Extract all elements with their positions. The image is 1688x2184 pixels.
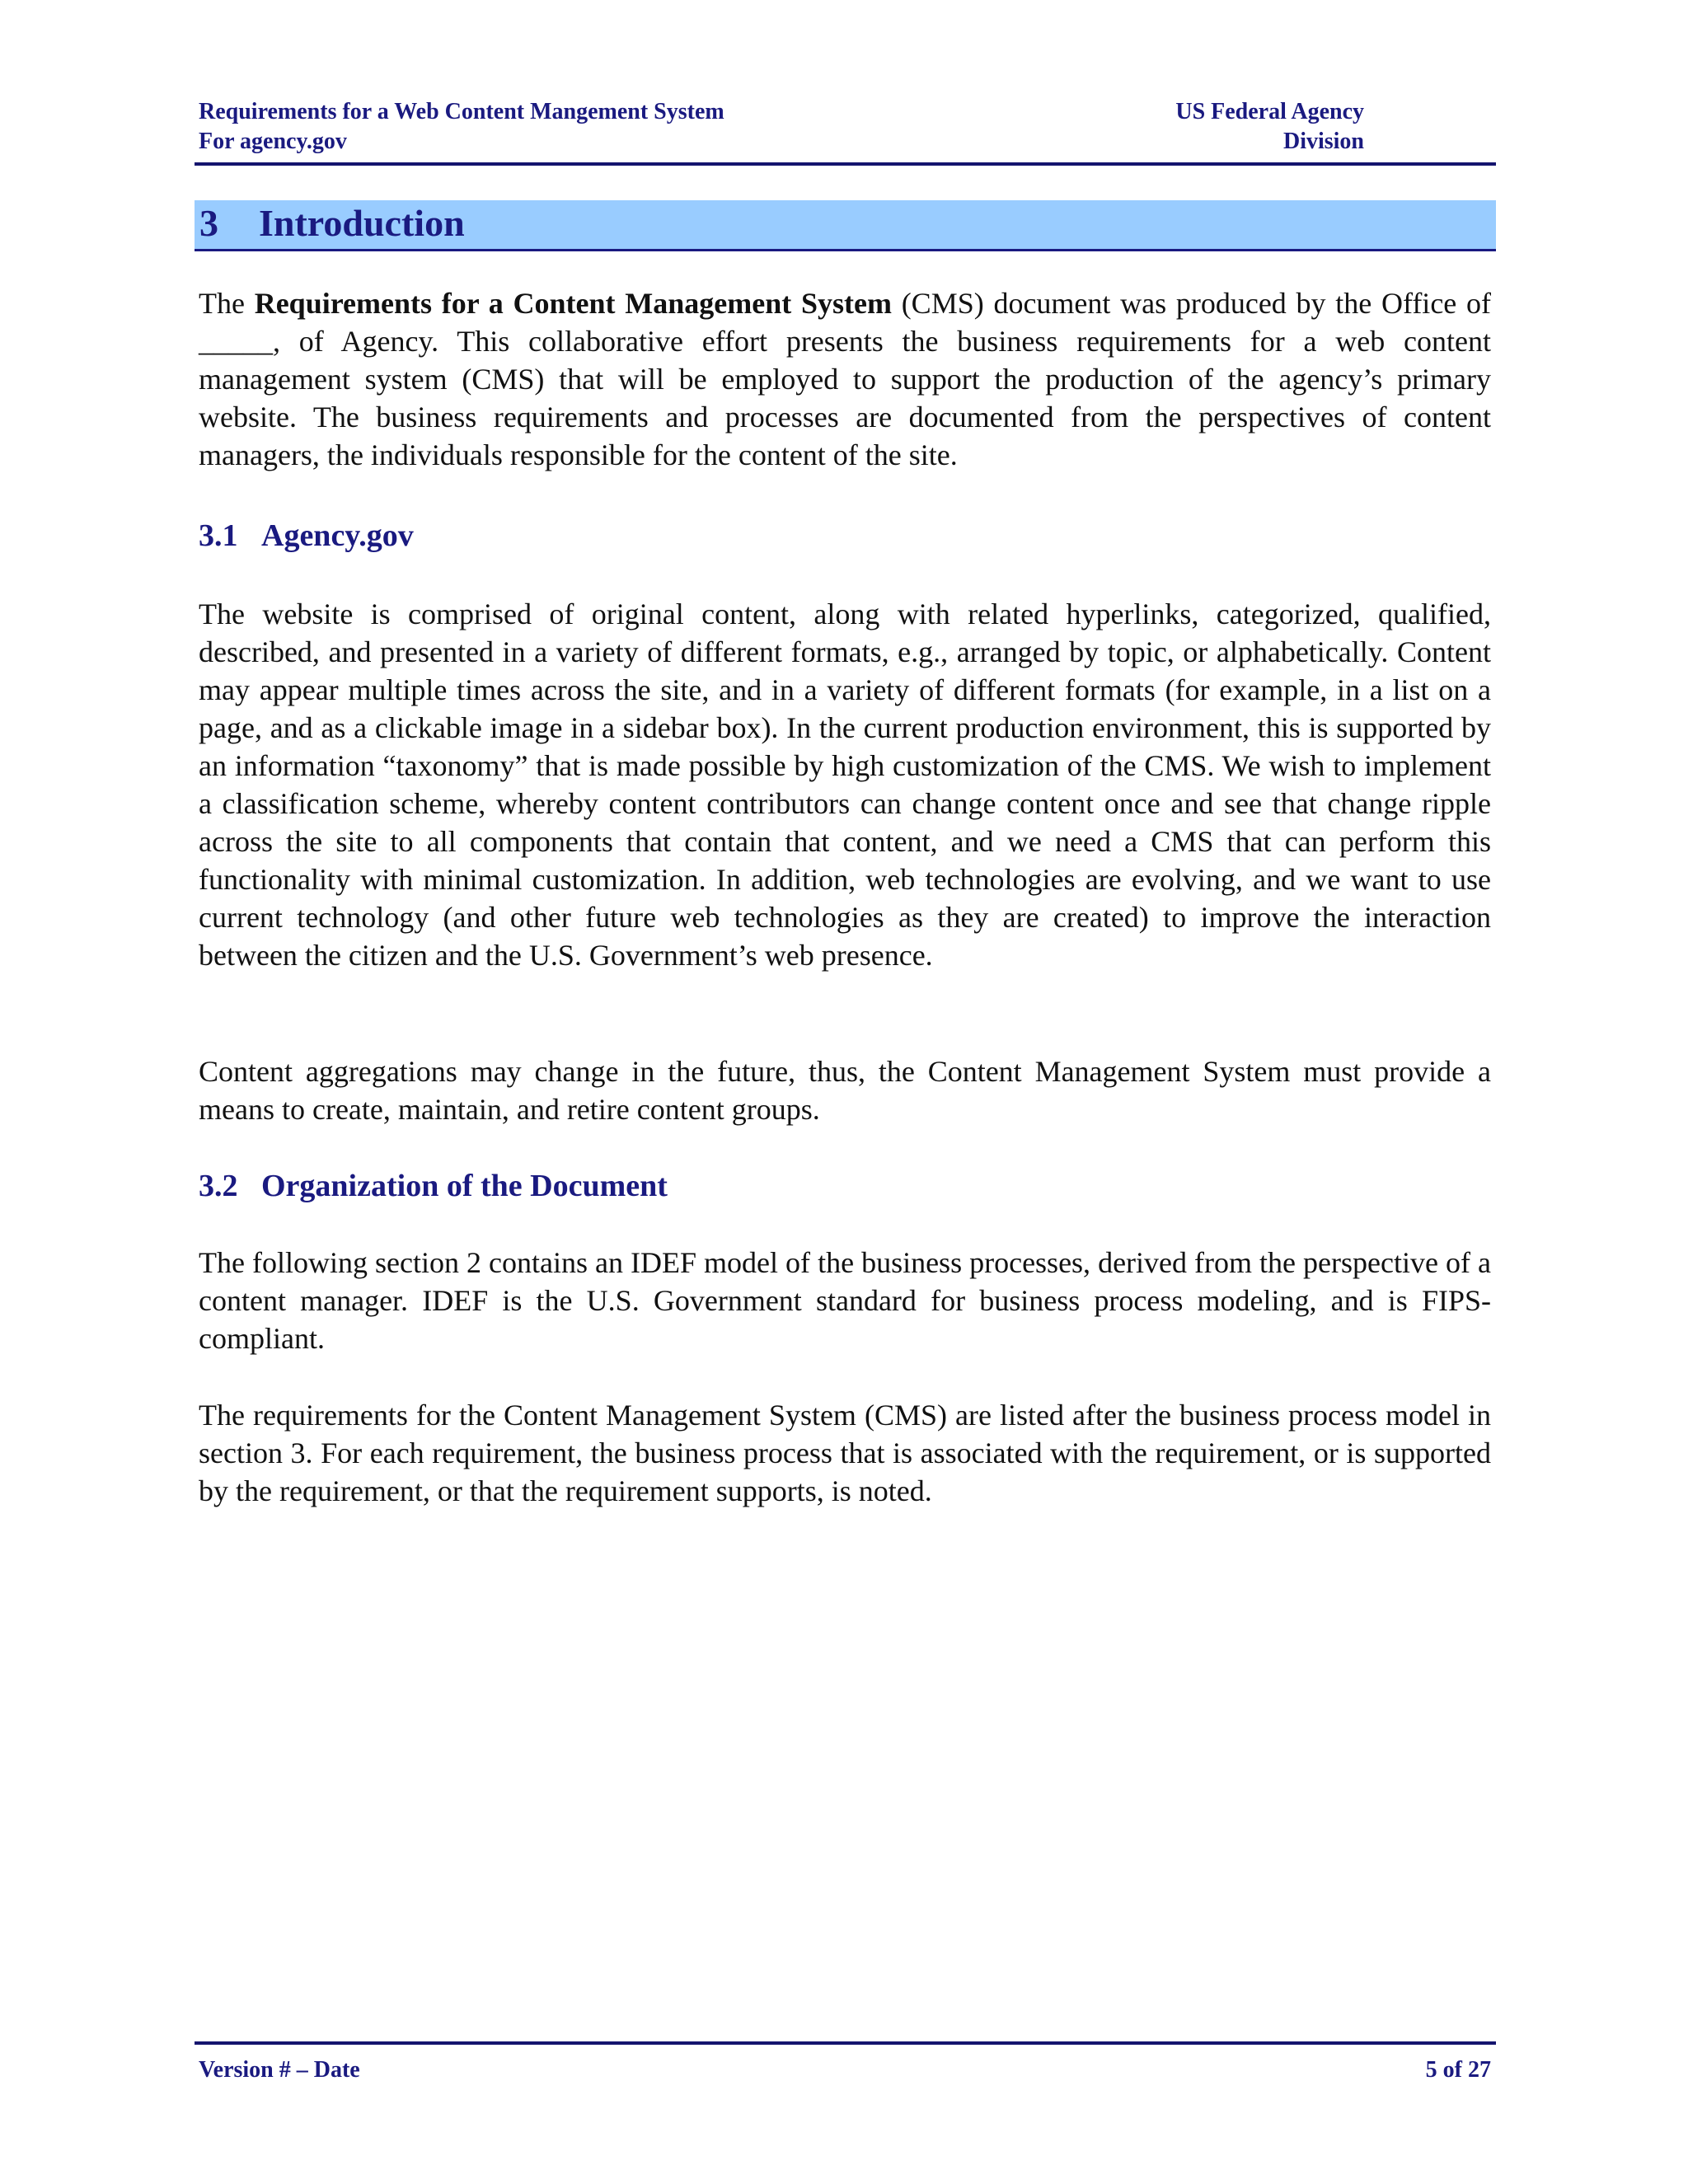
subsection-heading-3-1 (199, 517, 414, 555)
header-rule (195, 162, 1496, 166)
header-division: Division (1282, 129, 1364, 154)
header-right (870, 97, 1364, 157)
intro-post: (CMS) document was produced by the Office of _____, of Agency. This collaborative effort presents the business requirements for a web content management system (CMS) that will be employed to support the production of the agency’s primary website. The business requirements and processes are documented from the perspectives of content managers, the individuals responsible for the content of the site. (199, 287, 1491, 471)
footer-rule (195, 2041, 1496, 2045)
subsection-title: Organization of the Document (261, 1169, 668, 1203)
section-title: Introduction (259, 202, 465, 244)
subsection-number: 3.2 (199, 1169, 238, 1203)
agency-paragraph-2: Content aggregations may change in the future, thus, the Content Management System must provide a means to create, maintain, and retire content groups. (199, 1055, 1491, 1126)
intro-paragraph (199, 284, 1491, 474)
section-heading (195, 200, 1496, 251)
subsection-title: Agency.gov (261, 518, 414, 553)
intro-pre: The (199, 287, 255, 320)
header-doc-title: Requirements for a Web Content Mangement System (199, 99, 724, 124)
agency-paragraph-1: The website is comprised of original content, along with related hyperlinks, categorized, qualified, described, and presented in a variety of different formats, e.g., arranged by topic, or alphabetically. Content may appear multiple times across the site, and in a variety of different formats (for example, in a list on a page, and as a clickable image in a sidebar box). In the current production environment, this is supported by an information “taxonomy” that is made possible by high customization of the CMS. We wish to implement a classification scheme, whereby content contributors can change content once and see that change ripple across the site to all components that contain that content, and we need a CMS that can perform this functionality with minimal customization. In addition, web technologies are evolving, and we want to use current technology (and other future web technologies as they are created) to improve the interaction between the citizen and the U.S. Government’s web presence. (199, 598, 1491, 972)
subsection-heading-3-2 (199, 1167, 668, 1205)
subsection-number: 3.1 (199, 518, 238, 553)
organization-paragraph-2: The requirements for the Content Management System (CMS) are listed after the business process model in section 3. For each requirement, the business process that is associated with the requirement, or is supported by the requirement, or that the requirement supports, is noted. (199, 1399, 1491, 1507)
organization-paragraph-1: The following section 2 contains an IDEF model of the business processes, derived from the perspective of a content manager. IDEF is the U.S. Government standard for business process modeling, and is FIPS-compliant. (199, 1246, 1491, 1355)
header-doc-subtitle: For agency.gov (199, 129, 347, 154)
footer-page-number: 5 of 27 (1425, 2057, 1491, 2083)
header-left (199, 97, 940, 157)
section-number: 3 (199, 202, 218, 244)
intro-bold-title: Requirements for a Content Management System (254, 287, 892, 320)
header-agency: US Federal Agency (1175, 99, 1364, 124)
footer-version: Version # – Date (199, 2057, 360, 2083)
